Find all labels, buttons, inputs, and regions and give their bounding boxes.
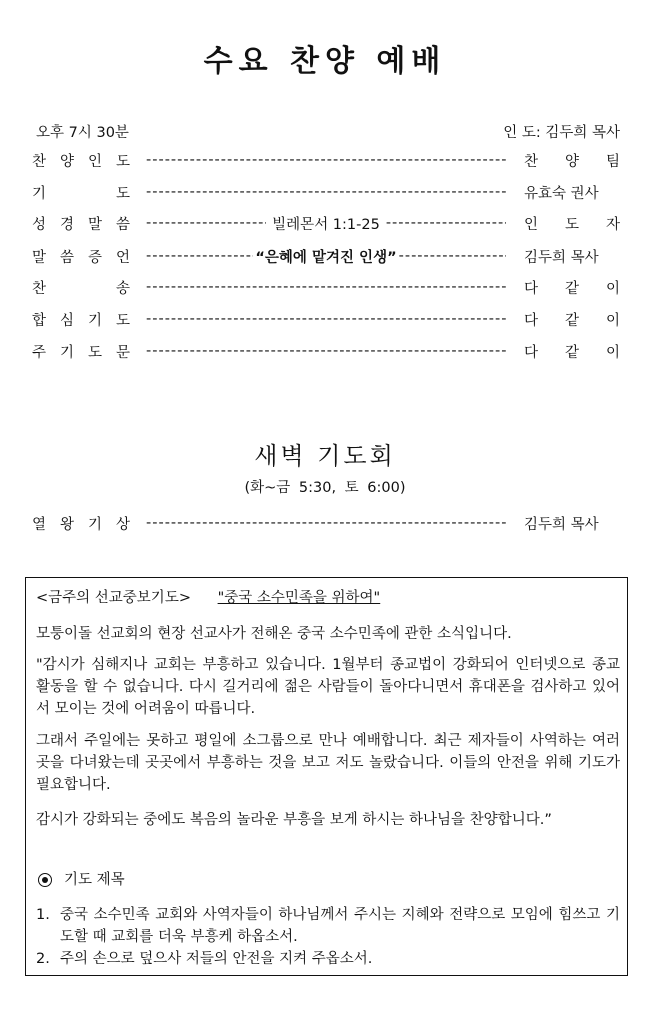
row-leader-dashes [146, 343, 506, 359]
service-time: 오후 7시 30분 [36, 125, 129, 141]
row-label: 주 기 도 문 [32, 344, 130, 361]
order-row [32, 276, 620, 298]
row-label: 기 도 [32, 185, 130, 202]
page-title: 수요 찬양 예배 [203, 44, 447, 79]
row-right: 다 같 이 [524, 344, 620, 361]
row-detail: “은혜에 맡겨진 인생” [255, 249, 397, 266]
dawn-prayer-time: (화~금 5:30, 토 6:00) [244, 480, 406, 496]
row-leader-dashes [146, 152, 506, 168]
radio-bullet-icon [38, 873, 52, 887]
row-leader-dashes [146, 279, 506, 295]
row-label: 성 경 말 씀 [32, 216, 130, 233]
row-right: 찬 양 팀 [524, 153, 620, 170]
row-leader-dashes [146, 515, 506, 531]
row-leader-dashes [146, 184, 506, 200]
row-right: 김두희 목사 [524, 516, 599, 533]
order-row [32, 308, 620, 330]
order-row [32, 181, 620, 203]
row-label: 찬 양 인 도 [32, 153, 130, 170]
mission-topic: "중국 소수민족을 위하여" [217, 590, 381, 606]
row-right: 유효숙 권사 [524, 185, 599, 202]
prayer-topic-header [36, 869, 125, 891]
order-row [32, 212, 620, 234]
order-row [32, 149, 620, 171]
dawn-prayer-row [32, 512, 620, 534]
row-right: 다 같 이 [524, 312, 620, 329]
mission-paragraph: 그래서 주일에는 못하고 평일에 소그룹으로 만나 예배합니다. 최근 제자들이 사역하는 여러 곳을 다녀왔는데 곳곳에서 부흥하는 것을 보고 저도 놀랐습니다. 이들의 안전을 위해 기도가 필요합니다. [36, 733, 620, 793]
row-leader-dashes [146, 213, 506, 234]
row-label: 열 왕 기 상 [32, 516, 130, 533]
mission-heading: <금주의 선교중보기도> [36, 590, 191, 606]
mission-paragraph: 모퉁이돌 선교회의 현장 선교사가 전해온 중국 소수민족에 관한 소식입니다. [36, 626, 512, 642]
row-label: 찬 송 [32, 280, 130, 297]
row-leader-dashes [146, 311, 506, 327]
order-row [32, 340, 620, 362]
mission-prayer-box [25, 577, 628, 976]
row-label: 말 씀 증 언 [32, 249, 130, 266]
row-leader-dashes [146, 246, 506, 267]
row-label: 합 심 기 도 [32, 312, 130, 329]
row-detail: 빌레몬서 1:1-25 [272, 216, 380, 233]
row-right: 다 같 이 [524, 280, 620, 297]
row-right: 인 도 자 [524, 216, 620, 233]
prayer-topic-label: 기도 제목 [64, 872, 125, 888]
mission-paragraph: 감시가 강화되는 중에도 복음의 놀라운 부흥을 보게 하시는 하나님을 찬양합니다.” [36, 812, 552, 828]
mission-paragraph: "감시가 심해지나 교회는 부흥하고 있습니다. 1월부터 종교법이 강화되어 인터넷으로 종교 활동을 할 수 없습니다. 다시 길거리에 젊은 사람들이 돌아다니면서 휴대폰을 검사하고 있어서 모이는 것에 어려움이 따릅니다. [36, 657, 620, 717]
list-item: 2. 주의 손으로 덮으사 저들의 안전을 지켜 주옵소서. [36, 951, 373, 967]
service-leader: 인 도: 김두희 목사 [503, 125, 620, 141]
mission-header [36, 587, 380, 609]
order-row [32, 245, 620, 267]
row-right: 김두희 목사 [524, 249, 599, 266]
list-item: 1. 중국 소수민족 교회와 사역자들이 하나님께서 주시는 지혜와 전략으로 모임에 힘쓰고 기도할 때 교회를 더욱 부흥케 하옵소서. [36, 907, 620, 945]
dawn-prayer-title: 새벽 기도회 [254, 442, 396, 470]
